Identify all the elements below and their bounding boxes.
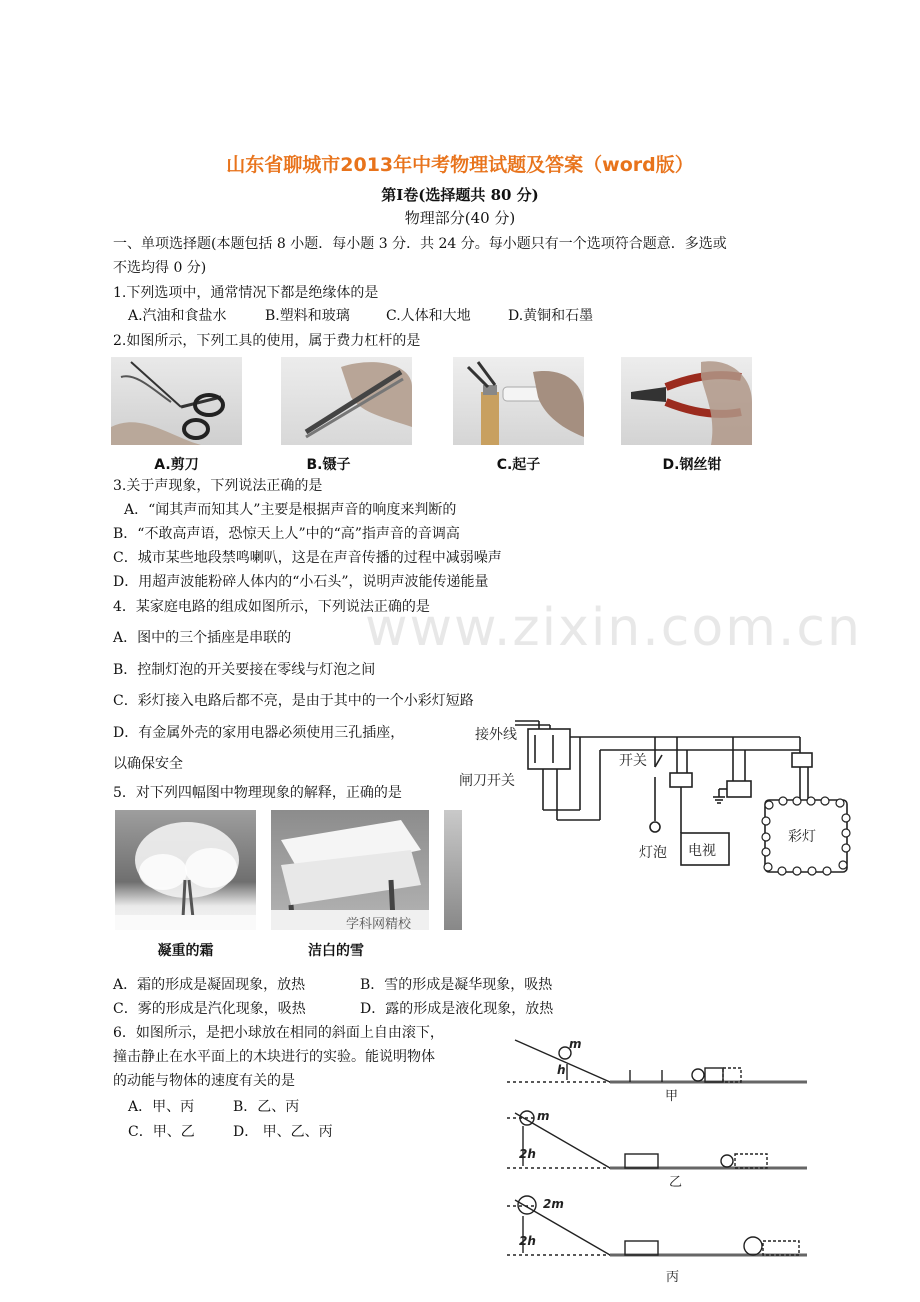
circuit-label-knife-switch: 闸刀开关 (459, 773, 515, 789)
site-watermark: www.zixin.com.cn (365, 598, 862, 658)
q1-option-c: C.人体和大地 (386, 308, 471, 324)
q5-caption-snow: 洁白的雪 (308, 943, 364, 959)
q4-stem: 4．某家庭电路的组成如图所示，下列说法正确的是 (113, 599, 430, 615)
q6-option-b: B．乙、丙 (233, 1099, 300, 1115)
q4-option-b: B．控制灯泡的开关要接在零线与灯泡之间 (113, 662, 376, 678)
q4-option-d-line-2: 以确保安全 (113, 756, 183, 772)
q4-option-d-line-1: D．有金属外壳的家用电器必须使用三孔插座， (113, 725, 405, 741)
photo-watermark: 学科网精校 (346, 917, 412, 930)
q5-caption-frost: 凝重的霜 (157, 943, 214, 959)
bottle-opener-photo (453, 357, 584, 445)
q3-option-d: D．用超声波能粉碎人体内的“小石头”，说明声波能传递能量 (113, 574, 489, 590)
height-label-jia: h (557, 1063, 566, 1077)
q5-option-b: B．雪的形成是凝华现象，吸热 (360, 977, 553, 993)
q4-option-c: C．彩灯接入电路后都不亮，是由于其中的一个小彩灯短路 (113, 693, 474, 709)
q2-stem: 2.如图所示，下列工具的使用，属于费力杠杆的是 (113, 333, 421, 349)
mass-label-jia: m (569, 1037, 582, 1051)
q5-stem: 5．对下列四幅图中物理现象的解释，正确的是 (113, 785, 402, 801)
q1-stem: 1.下列选项中，通常情况下都是绝缘体的是 (113, 285, 379, 301)
q5-option-d: D．露的形成是液化现象，放热 (360, 1001, 554, 1017)
label-bing: 丙 (666, 1270, 680, 1285)
tweezers-photo (281, 357, 412, 445)
circuit-label-tv: 电视 (688, 843, 716, 859)
circuit-label-switch: 开关 (619, 753, 647, 769)
part-heading: 物理部分(40 分) (404, 209, 516, 227)
q2-caption-c: C.起子 (496, 457, 541, 473)
mass-label-bing: 2m (543, 1197, 564, 1211)
instructions-line-2: 不选均得 0 分) (113, 260, 207, 276)
scissors-photo (111, 357, 242, 445)
q3-option-a: A．“闻其声而知其人”主要是根据声音的响度来判断的 (124, 502, 457, 518)
q3-option-b: B．“不敢高声语，恐惊天上人”中的“高”指声音的音调高 (113, 526, 460, 542)
circuit-label-incoming: 接外线 (475, 727, 517, 743)
q6-stem-line-3: 的动能与物体的速度有关的是 (113, 1073, 295, 1089)
q5-option-c: C．雾的形成是汽化现象，吸热 (113, 1001, 306, 1017)
q1-option-a: A.汽油和食盐水 (128, 308, 227, 324)
q2-caption-d: D.钢丝钳 (662, 457, 722, 473)
frost-photo (115, 810, 256, 930)
instructions-line-1: 一、单项选择题(本题包括 8 小题．每小题 3 分．共 24 分。每小题只有一个选项符合题意．多选或 (113, 236, 727, 252)
document-title: 山东省聊城市2013年中考物理试题及答案（word版） (226, 154, 694, 176)
snow-photo (271, 810, 429, 930)
q3-stem: 3.关于声现象，下列说法正确的是 (113, 478, 323, 494)
height-label-yi: 2h (519, 1147, 536, 1161)
pliers-photo (621, 357, 752, 445)
section-heading: 第Ⅰ卷(选择题共 80 分) (381, 186, 539, 204)
q2-caption-a: A.剪刀 (154, 457, 199, 473)
q6-stem-line-1: 6．如图所示，是把小球放在相同的斜面上自由滚下， (113, 1025, 444, 1041)
q6-option-c: C．甲、乙 (128, 1124, 195, 1140)
partial-photo (444, 810, 462, 930)
circuit-label-bulb: 灯泡 (639, 845, 667, 861)
q3-option-c: C．城市某些地段禁鸣喇叭，这是在声音传播的过程中减弱噪声 (113, 550, 502, 566)
q6-stem-line-2: 撞击静止在水平面上的木块进行的实验。能说明物体 (113, 1049, 435, 1065)
q5-option-a: A．霜的形成是凝固现象，放热 (113, 977, 306, 993)
circuit-label-lights: 彩灯 (788, 829, 816, 845)
kinetic-energy-experiment-diagram (505, 1030, 815, 1288)
q1-option-d: D.黄铜和石墨 (508, 308, 594, 324)
household-circuit-diagram (455, 715, 865, 880)
q4-option-a: A．图中的三个插座是串联的 (113, 630, 292, 646)
mass-label-yi: m (537, 1109, 550, 1123)
q1-option-b: B.塑料和玻璃 (265, 308, 350, 324)
height-label-bing: 2h (519, 1234, 536, 1248)
q6-option-a: A．甲、丙 (128, 1099, 195, 1115)
label-jia: 甲 (665, 1089, 679, 1104)
q2-caption-b: B.镊子 (306, 457, 351, 473)
label-yi: 乙 (669, 1175, 683, 1190)
q6-option-d: D． 甲、乙、丙 (233, 1124, 333, 1140)
